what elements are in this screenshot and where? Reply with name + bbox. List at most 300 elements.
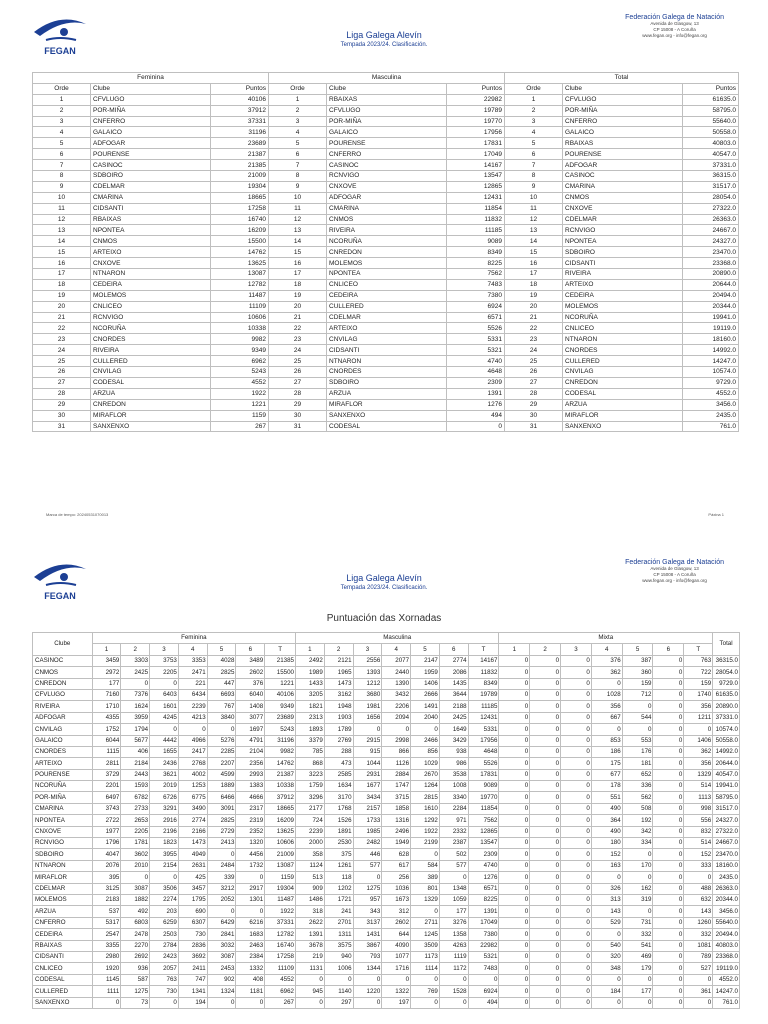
points-cell: 0 — [622, 849, 653, 860]
points-cell: 0 — [561, 997, 592, 1008]
points-cell: 1922 — [265, 906, 296, 917]
points-cell: 3137 — [353, 917, 382, 928]
points-cell: 0 — [499, 872, 530, 883]
points-cell: 469 — [622, 951, 653, 962]
rank-cell: 4 — [269, 127, 327, 138]
points-cell: 0 — [150, 678, 179, 689]
points-cell: 0 — [530, 815, 561, 826]
points-cell: 4263 — [439, 940, 468, 951]
rank-cell: 9 — [269, 181, 327, 192]
logo-text: FEGAN — [44, 591, 76, 601]
points-cell: 1959 — [411, 667, 440, 678]
points-cell: 3692 — [178, 951, 207, 962]
points-cell: 4552.0 — [713, 974, 740, 985]
club-cell: ARTEIXO — [91, 247, 211, 258]
points-cell: 4002 — [178, 769, 207, 780]
points-cell: 1406 — [684, 735, 713, 746]
rank-cell: 11 — [269, 203, 327, 214]
club-cell: NTNARON — [563, 334, 683, 345]
points-cell: 940 — [324, 951, 353, 962]
points-cell: 2993 — [236, 769, 265, 780]
points-cell: 1324 — [207, 986, 236, 997]
points-cell: 0 — [499, 655, 530, 666]
points-cell: 19770 — [468, 792, 499, 803]
club-cell: CMARINA — [327, 203, 447, 214]
rank-cell: 4 — [505, 127, 563, 138]
subcol-header: T — [468, 644, 499, 655]
ranking-row — [33, 105, 739, 116]
points-cell: 0 — [207, 997, 236, 1008]
points-cell: 10338 — [265, 781, 296, 792]
points-cell: 868 — [296, 758, 325, 769]
rank-cell: 22 — [505, 323, 563, 334]
points-cell: 11854 — [447, 203, 505, 214]
points-cell: 21009 — [211, 171, 269, 182]
points-cell: 0 — [178, 724, 207, 735]
points-cell: 0 — [561, 929, 592, 940]
points-cell: 447 — [207, 678, 236, 689]
rank-cell: 1 — [33, 94, 91, 105]
points-cell: 0 — [530, 781, 561, 792]
points-cell: 2622 — [296, 917, 325, 928]
points-cell: 180 — [591, 838, 622, 849]
club-cell: CULLERED — [91, 356, 211, 367]
points-cell: 6782 — [121, 792, 150, 803]
col-clube: Clube — [91, 83, 211, 94]
points-cell: 14762 — [211, 247, 269, 258]
points-cell: 23368.0 — [713, 951, 740, 962]
points-cell: 6962 — [211, 356, 269, 367]
points-cell: 336 — [622, 781, 653, 792]
points-cell: 986 — [439, 758, 468, 769]
points-cell: 0 — [150, 997, 179, 1008]
group-mixta: Mixta — [499, 633, 713, 644]
points-cell: 2417 — [178, 746, 207, 757]
points-cell: 1610 — [411, 803, 440, 814]
points-cell: 5677 — [121, 735, 150, 746]
points-cell: 17049 — [468, 917, 499, 928]
points-cell: 0 — [561, 724, 592, 735]
points-cell: 5331 — [468, 724, 499, 735]
points-cell: 118 — [324, 872, 353, 883]
points-cell: 1431 — [353, 929, 382, 940]
points-cell: 1794 — [121, 724, 150, 735]
points-cell: 37331 — [211, 116, 269, 127]
points-cell: 0 — [499, 974, 530, 985]
club-cell: CMARINA — [563, 181, 683, 192]
points-cell: 2496 — [382, 826, 411, 837]
group-masculina: Masculina — [269, 73, 505, 84]
points-cell: 1710 — [92, 701, 121, 712]
points-cell: 1126 — [382, 758, 411, 769]
org-contact: www.fegan.org - info@fegan.org — [642, 33, 707, 38]
points-cell: 0 — [653, 940, 684, 951]
rank-cell: 22 — [269, 323, 327, 334]
points-cell: 514 — [684, 781, 713, 792]
points-cell: 938 — [439, 746, 468, 757]
club-cell: ARTEIXO — [563, 279, 683, 290]
points-cell: 0 — [530, 792, 561, 803]
points-cell: 2157 — [353, 803, 382, 814]
points-cell: 36315.0 — [713, 655, 740, 666]
col-clube: Clube — [327, 83, 447, 94]
org-address: Avenida de Glasgow, 13 — [650, 566, 699, 571]
points-cell: 40547.0 — [713, 769, 740, 780]
points-cell: 2729 — [207, 826, 236, 837]
xornadas-row — [33, 986, 740, 997]
points-cell: 0 — [561, 746, 592, 757]
ranking-row — [33, 334, 739, 345]
points-cell: 5317 — [92, 917, 121, 928]
points-cell: 0 — [530, 712, 561, 723]
points-cell: 334 — [622, 838, 653, 849]
points-cell: 856 — [411, 746, 440, 757]
points-cell: 0 — [561, 758, 592, 769]
points-cell: 2769 — [324, 735, 353, 746]
rank-cell: 29 — [505, 399, 563, 410]
points-cell: 1948 — [324, 701, 353, 712]
points-cell: 0 — [530, 724, 561, 735]
club-cell: CDELMAR — [33, 883, 93, 894]
points-cell: 652 — [622, 769, 653, 780]
points-cell: 0 — [561, 906, 592, 917]
points-cell: 14992.0 — [683, 345, 739, 356]
xornadas-row — [33, 974, 740, 985]
points-cell: 6803 — [121, 917, 150, 928]
points-cell: 3125 — [92, 883, 121, 894]
points-cell: 4552 — [211, 377, 269, 388]
club-cell: CNORDES — [327, 367, 447, 378]
points-cell: 0 — [530, 894, 561, 905]
points-cell: 3032 — [207, 940, 236, 951]
rank-cell: 28 — [505, 388, 563, 399]
points-cell: 2274 — [150, 894, 179, 905]
club-cell: MOLEMOS — [91, 290, 211, 301]
points-cell: 13087 — [265, 860, 296, 871]
points-cell: 5526 — [468, 758, 499, 769]
points-cell: 16740 — [265, 940, 296, 951]
xornadas-row — [33, 894, 740, 905]
points-cell: 362 — [684, 746, 713, 757]
points-cell: 1322 — [382, 986, 411, 997]
club-cell: NCORUÑA — [563, 312, 683, 323]
points-cell: 730 — [150, 986, 179, 997]
subcol-header: 5 — [207, 644, 236, 655]
points-cell: 0 — [653, 746, 684, 757]
points-cell: 853 — [591, 735, 622, 746]
points-cell: 186 — [591, 746, 622, 757]
points-cell: 0 — [653, 769, 684, 780]
club-cell: CNREDON — [91, 399, 211, 410]
ranking-row — [33, 356, 739, 367]
page-title: Liga Galega Alevín — [346, 573, 422, 583]
club-cell: RCNVIGO — [33, 838, 93, 849]
points-cell: 0 — [468, 974, 499, 985]
points-cell: 2471 — [178, 667, 207, 678]
points-cell: 192 — [622, 815, 653, 826]
points-cell: 58795.0 — [713, 792, 740, 803]
points-cell: 7483 — [468, 963, 499, 974]
points-cell: 12782 — [265, 929, 296, 940]
points-cell: 724 — [296, 815, 325, 826]
points-cell: 3212 — [207, 883, 236, 894]
subcol-header: 4 — [382, 644, 411, 655]
rank-cell: 26 — [505, 367, 563, 378]
points-cell: 3538 — [439, 769, 468, 780]
points-cell: 3509 — [411, 940, 440, 951]
points-cell: 1115 — [92, 746, 121, 757]
club-cell: CDELMAR — [327, 312, 447, 323]
points-cell: 0 — [530, 746, 561, 757]
club-cell: NPONTEA — [33, 815, 93, 826]
points-cell: 1891 — [324, 826, 353, 837]
rank-cell: 12 — [269, 214, 327, 225]
points-cell: 5243 — [211, 367, 269, 378]
points-cell: 0 — [530, 769, 561, 780]
rank-cell: 3 — [33, 116, 91, 127]
col-puntos: Puntos — [683, 83, 739, 94]
points-cell: 406 — [121, 746, 150, 757]
subcol-header: 4 — [591, 644, 622, 655]
points-cell: 361 — [684, 986, 713, 997]
points-cell: 2436 — [150, 758, 179, 769]
points-cell: 0 — [499, 826, 530, 837]
col-puntos: Puntos — [211, 83, 269, 94]
points-cell: 178 — [591, 781, 622, 792]
club-cell: ARZUA — [33, 906, 93, 917]
points-cell: 4245 — [150, 712, 179, 723]
points-cell: 19789 — [447, 105, 505, 116]
subcol-header: T — [684, 644, 713, 655]
points-cell: 1173 — [411, 951, 440, 962]
points-cell: 915 — [353, 746, 382, 757]
points-cell: 2503 — [150, 929, 179, 940]
points-cell: 332 — [684, 929, 713, 940]
points-cell: 3353 — [178, 655, 207, 666]
points-cell: 11185 — [447, 225, 505, 236]
points-cell: 7380 — [447, 290, 505, 301]
points-cell: 3170 — [324, 792, 353, 803]
club-cell: CODESAL — [91, 377, 211, 388]
points-cell: 6403 — [150, 689, 179, 700]
points-cell: 2010 — [121, 860, 150, 871]
points-cell: 2711 — [411, 917, 440, 928]
xornadas-row — [33, 917, 740, 928]
club-cell: CNLICEO — [327, 279, 447, 290]
points-cell: 1292 — [411, 815, 440, 826]
points-cell: 13087 — [211, 269, 269, 280]
rank-cell: 16 — [269, 258, 327, 269]
club-cell: CNXOVE — [33, 826, 93, 837]
points-cell: 318 — [296, 906, 325, 917]
points-cell: 1332 — [236, 963, 265, 974]
points-cell: 241 — [324, 906, 353, 917]
points-cell: 31517.0 — [713, 803, 740, 814]
club-cell: CDELMAR — [563, 214, 683, 225]
points-cell: 203 — [150, 906, 179, 917]
org-postcode: CP 15008 - A Coruña — [653, 572, 696, 577]
club-cell: SDBOIRO — [91, 171, 211, 182]
points-cell: 3489 — [236, 655, 265, 666]
points-cell: 490 — [591, 826, 622, 837]
ranking-row — [33, 116, 739, 127]
points-cell: 1740 — [684, 689, 713, 700]
points-cell: 1159 — [265, 872, 296, 883]
points-cell: 6571 — [468, 883, 499, 894]
points-cell: 2188 — [439, 701, 468, 712]
points-cell: 677 — [591, 769, 622, 780]
points-cell: 722 — [684, 667, 713, 678]
points-cell: 0 — [499, 940, 530, 951]
points-cell: 0 — [499, 689, 530, 700]
points-cell: 1922 — [211, 388, 269, 399]
points-cell: 1006 — [324, 963, 353, 974]
org-block — [625, 559, 724, 584]
club-cell: CNLICEO — [563, 323, 683, 334]
points-cell: 2094 — [382, 712, 411, 723]
points-cell: 1253 — [178, 781, 207, 792]
points-cell: 577 — [353, 860, 382, 871]
timestamp: Marca de tempo: 20240531070013 — [46, 512, 109, 517]
points-cell: 1624 — [121, 701, 150, 712]
points-cell: 0 — [561, 735, 592, 746]
club-cell: MOLEMOS — [33, 894, 93, 905]
points-cell: 801 — [411, 883, 440, 894]
points-cell: 2199 — [411, 838, 440, 849]
points-cell: 18665 — [211, 192, 269, 203]
points-cell: 0 — [236, 872, 265, 883]
points-cell: 0 — [622, 724, 653, 735]
points-cell: 1124 — [296, 860, 325, 871]
club-cell: NCORUÑA — [327, 236, 447, 247]
points-cell: 0 — [499, 769, 530, 780]
points-cell: 18160.0 — [683, 334, 739, 345]
points-cell: 1391 — [468, 906, 499, 917]
points-cell: 690 — [178, 906, 207, 917]
xornadas-row — [33, 815, 740, 826]
points-cell: 2356 — [236, 758, 265, 769]
points-cell: 0 — [591, 929, 622, 940]
points-cell: 2443 — [121, 769, 150, 780]
club-cell: NTNARON — [33, 860, 93, 871]
club-cell: RBAIXAS — [33, 940, 93, 951]
rank-cell: 22 — [33, 323, 91, 334]
points-cell: 0 — [561, 667, 592, 678]
club-cell: CNMOS — [327, 214, 447, 225]
ranking-row — [33, 225, 739, 236]
points-cell: 5243 — [265, 724, 296, 735]
points-cell: 1145 — [92, 974, 121, 985]
points-cell: 10606 — [265, 838, 296, 849]
points-cell: 16740 — [211, 214, 269, 225]
points-cell: 61635.0 — [683, 94, 739, 105]
points-cell: 6497 — [92, 792, 121, 803]
points-cell: 1341 — [178, 986, 207, 997]
subcol-header: 3 — [561, 644, 592, 655]
points-cell: 3087 — [207, 951, 236, 962]
points-cell: 6693 — [207, 689, 236, 700]
points-cell: 221 — [178, 678, 207, 689]
points-cell: 6466 — [207, 792, 236, 803]
subcol-header: 3 — [150, 644, 179, 655]
points-cell: 763 — [150, 974, 179, 985]
club-cell: CEDEIRA — [33, 929, 93, 940]
points-cell: 6040 — [236, 689, 265, 700]
points-cell: 23470.0 — [713, 849, 740, 860]
points-cell: 37331.0 — [713, 712, 740, 723]
points-cell: 0 — [447, 421, 505, 432]
points-cell: 544 — [622, 712, 653, 723]
points-cell: 562 — [622, 792, 653, 803]
points-cell: 3506 — [150, 883, 179, 894]
points-cell: 1977 — [92, 826, 121, 837]
ranking-row — [33, 171, 739, 182]
rank-cell: 13 — [269, 225, 327, 236]
club-cell: CNFERRO — [327, 149, 447, 160]
club-cell: NCORUÑA — [91, 323, 211, 334]
xornadas-row — [33, 781, 740, 792]
points-cell: 1131 — [296, 963, 325, 974]
points-cell: 2585 — [324, 769, 353, 780]
points-cell: 19941.0 — [683, 312, 739, 323]
club-cell: ADFOGAR — [327, 192, 447, 203]
points-cell: 36315.0 — [683, 171, 739, 182]
points-cell: 0 — [653, 667, 684, 678]
points-cell: 9089 — [468, 781, 499, 792]
points-cell: 0 — [561, 815, 592, 826]
club-cell: POR-MIÑA — [327, 116, 447, 127]
points-cell: 1220 — [353, 986, 382, 997]
subcol-header: 1 — [499, 644, 530, 655]
points-cell: 945 — [296, 986, 325, 997]
club-cell: CASINOC — [563, 171, 683, 182]
org-contact: www.fegan.org - info@fegan.org — [642, 578, 707, 583]
points-cell: 58795.0 — [683, 105, 739, 116]
ranking-row — [33, 160, 739, 171]
club-cell: CFVLUGO — [563, 94, 683, 105]
points-cell: 0 — [411, 997, 440, 1008]
club-cell: CASINOC — [33, 655, 93, 666]
points-cell: 0 — [653, 906, 684, 917]
points-cell: 0 — [121, 872, 150, 883]
points-cell: 177 — [622, 986, 653, 997]
points-cell: 3955 — [150, 849, 179, 860]
rank-cell: 30 — [269, 410, 327, 421]
points-cell: 2916 — [150, 815, 179, 826]
points-cell: 3162 — [324, 689, 353, 700]
org-name: Federación Galega de Natación — [625, 14, 724, 21]
points-cell: 644 — [382, 929, 411, 940]
points-cell: 2076 — [92, 860, 121, 871]
xornadas-row — [33, 792, 740, 803]
points-cell: 0 — [622, 997, 653, 1008]
rank-cell: 24 — [505, 345, 563, 356]
points-cell: 0 — [530, 906, 561, 917]
rank-cell: 26 — [269, 367, 327, 378]
rank-cell: 26 — [33, 367, 91, 378]
points-cell: 2915 — [353, 735, 382, 746]
club-cell: NPONTEA — [563, 236, 683, 247]
club-cell: CNLICEO — [91, 301, 211, 312]
points-cell: 527 — [684, 963, 713, 974]
points-cell: 20494.0 — [713, 929, 740, 940]
points-cell: 2384 — [236, 951, 265, 962]
points-cell: 3276 — [439, 917, 468, 928]
points-cell: 256 — [382, 872, 411, 883]
points-cell: 332 — [622, 929, 653, 940]
club-cell: ARZUA — [91, 388, 211, 399]
subcol-header: 6 — [653, 644, 684, 655]
